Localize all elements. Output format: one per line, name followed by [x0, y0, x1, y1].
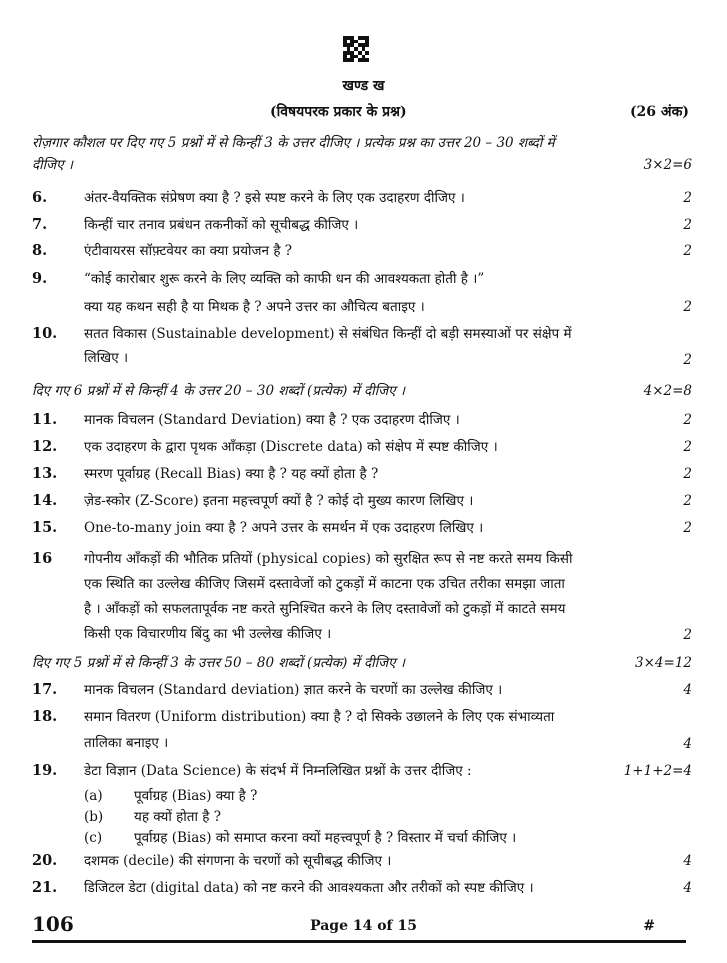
question-text: डिजिटल डेटा (digital data) को नष्ट करने की आवश्यकता और तरीकों को स्पष्ट कीजिए ।	[84, 880, 534, 896]
instruction-employability	[32, 132, 692, 176]
subpart-label: (c)	[84, 830, 103, 846]
instruction-marks: 4×2=8	[643, 383, 692, 399]
question-number: 17.	[32, 681, 58, 698]
question-text: स्मरण पूर्वाग्रह (Recall Bias) क्या है ? यह क्यों होता है ?	[84, 466, 379, 482]
question-text: किन्हीं चार तनाव प्रबंधन तकनीकों को सूचीबद्ध कीजिए ।	[84, 217, 359, 233]
question-text: ज़ेड-स्कोर (Z-Score) इतना महत्त्वपूर्ण क्यों है ? कोई दो मुख्य कारण लिखिए ।	[84, 493, 474, 509]
section-title: खण्ड ख	[342, 78, 385, 94]
question-text: डेटा विज्ञान (Data Science) के संदर्भ में निम्नलिखित प्रश्नों के उत्तर दीजिए :	[84, 763, 472, 779]
question-text: “कोई कारोबार शुरू करने के लिए व्यक्ति को काफी धन की आवश्यकता होती है ।”	[84, 271, 485, 287]
question-marks: 2	[683, 439, 692, 455]
question-marks: 1+1+2=4	[623, 763, 692, 779]
question-number: 14.	[32, 492, 58, 509]
section-total-marks: (26 अंक)	[629, 104, 689, 120]
question-marks: 2	[683, 190, 692, 206]
question-number: 10.	[32, 325, 58, 342]
question-number: 18.	[32, 708, 58, 725]
subpart-text: पूर्वाग्रह (Bias) को समाप्त करना क्यों महत्त्वपूर्ण है ? विस्तार में चर्चा कीजिए ।	[134, 830, 517, 846]
question-text: सतत विकास (Sustainable development) से संबंधित किन्हीं दो बड़ी समस्याओं पर संक्षेप में	[84, 326, 572, 342]
question-number: 21.	[32, 879, 58, 896]
instruction-long-answer	[32, 652, 692, 674]
question-text: किसी एक विचारणीय बिंदु का भी उल्लेख कीजिए ।	[84, 626, 332, 642]
question-marks: 2	[683, 520, 692, 536]
instruction-line: रोज़गार कौशल पर दिए गए 5 प्रश्नों में से किन्हीं 3 के उत्तर दीजिए । प्रत्येक प्रश्न का उत्तर 20 – 30 शब्दों में	[32, 135, 555, 151]
question-marks: 4	[683, 853, 692, 869]
question-number: 11.	[32, 411, 58, 428]
question-marks: 4	[683, 736, 692, 752]
question-text: दशमक (decile) की संगणना के चरणों को सूचीबद्ध कीजिए ।	[84, 853, 392, 869]
question-marks: 2	[683, 627, 692, 643]
subpart-label: (b)	[84, 809, 104, 825]
question-marks: 2	[683, 243, 692, 259]
subpart-text: पूर्वाग्रह (Bias) क्या है ?	[134, 788, 258, 804]
question-number: 19.	[32, 762, 58, 779]
question-text: है । आँकड़ों को सफलतापूर्वक नष्ट करते सुनिश्चित करने के लिए दस्तावेजों को टुकड़ों में काटते समय	[84, 601, 566, 617]
instruction-marks: 3×4=12	[635, 655, 692, 671]
instruction-line: दिए गए 6 प्रश्नों में से किन्हीं 4 के उत्तर 20 – 30 शब्दों (प्रत्येक) में दीजिए ।	[32, 383, 406, 399]
question-marks: 2	[683, 412, 692, 428]
question-marks: 4	[683, 682, 692, 698]
question-text: एक स्थिति का उल्लेख कीजिए जिसमें दस्तावेजों को टुकड़ों में काटना एक उचित तरीका समझा जाता	[84, 576, 565, 592]
question-marks: 2	[683, 493, 692, 509]
question-text: तालिका बनाइए ।	[84, 735, 169, 751]
question-text: अंतर-वैयक्तिक संप्रेषण क्या है ? इसे स्पष्ट करने के लिए एक उदाहरण दीजिए ।	[84, 190, 465, 206]
question-number: 12.	[32, 438, 58, 455]
instruction-line: दीजिए ।	[32, 157, 74, 173]
question-number: 7.	[32, 216, 48, 233]
page-number: Page 14 of 15	[310, 918, 417, 934]
question-marks: 4	[683, 880, 692, 896]
section-subtitle: (विषयपरक प्रकार के प्रश्न)	[270, 104, 407, 120]
question-number: 20.	[32, 852, 58, 869]
question-number: 6.	[32, 189, 48, 206]
question-text: गोपनीय आँकड़ों की भौतिक प्रतियों (physical copies) को सुरक्षित रूप से नष्ट करते समय किसी	[84, 551, 573, 567]
question-text: One-to-many join क्या है ? अपने उत्तर के समर्थन में एक उदाहरण लिखिए ।	[84, 520, 484, 536]
question-text: समान वितरण (Uniform distribution) क्या है ? दो सिक्के उछालने के लिए एक संभाव्यता	[84, 709, 555, 725]
instruction-data-science	[32, 380, 692, 402]
subpart-text: यह क्यों होता है ?	[134, 809, 221, 825]
question-marks: 2	[683, 217, 692, 233]
question-marks: 2	[683, 299, 692, 315]
question-number: 9.	[32, 270, 48, 287]
question-text: लिखिए ।	[84, 350, 129, 366]
question-text: एक उदाहरण के द्वारा पृथक आँकड़ा (Discrete data) को संक्षेप में स्पष्ट कीजिए ।	[84, 439, 498, 455]
question-text: क्या यह कथन सही है या मिथक है ? अपने उत्तर का औचित्य बताइए ।	[84, 299, 425, 315]
question-number: 16	[32, 550, 53, 567]
qr-code-icon	[343, 36, 369, 62]
footer-hash-mark: #	[643, 918, 655, 934]
instruction-line: दिए गए 5 प्रश्नों में से किन्हीं 3 के उत्तर 50 – 80 शब्दों (प्रत्येक) में दीजिए ।	[32, 655, 406, 671]
subpart-label: (a)	[84, 788, 103, 804]
question-number: 15.	[32, 519, 58, 536]
paper-code: 106	[32, 912, 74, 936]
question-text: मानक विचलन (Standard deviation) ज्ञात करने के चरणों का उल्लेख कीजिए ।	[84, 682, 503, 698]
question-text: एंटीवायरस सॉफ़्टवेयर का क्या प्रयोजन है ?	[84, 243, 293, 259]
question-text: मानक विचलन (Standard Deviation) क्या है ? एक उदाहरण दीजिए ।	[84, 412, 460, 428]
question-number: 13.	[32, 465, 58, 482]
footer-rule	[32, 940, 686, 943]
question-marks: 2	[683, 352, 692, 368]
question-marks: 2	[683, 466, 692, 482]
instruction-marks: 3×2=6	[643, 157, 692, 173]
question-number: 8.	[32, 242, 48, 259]
